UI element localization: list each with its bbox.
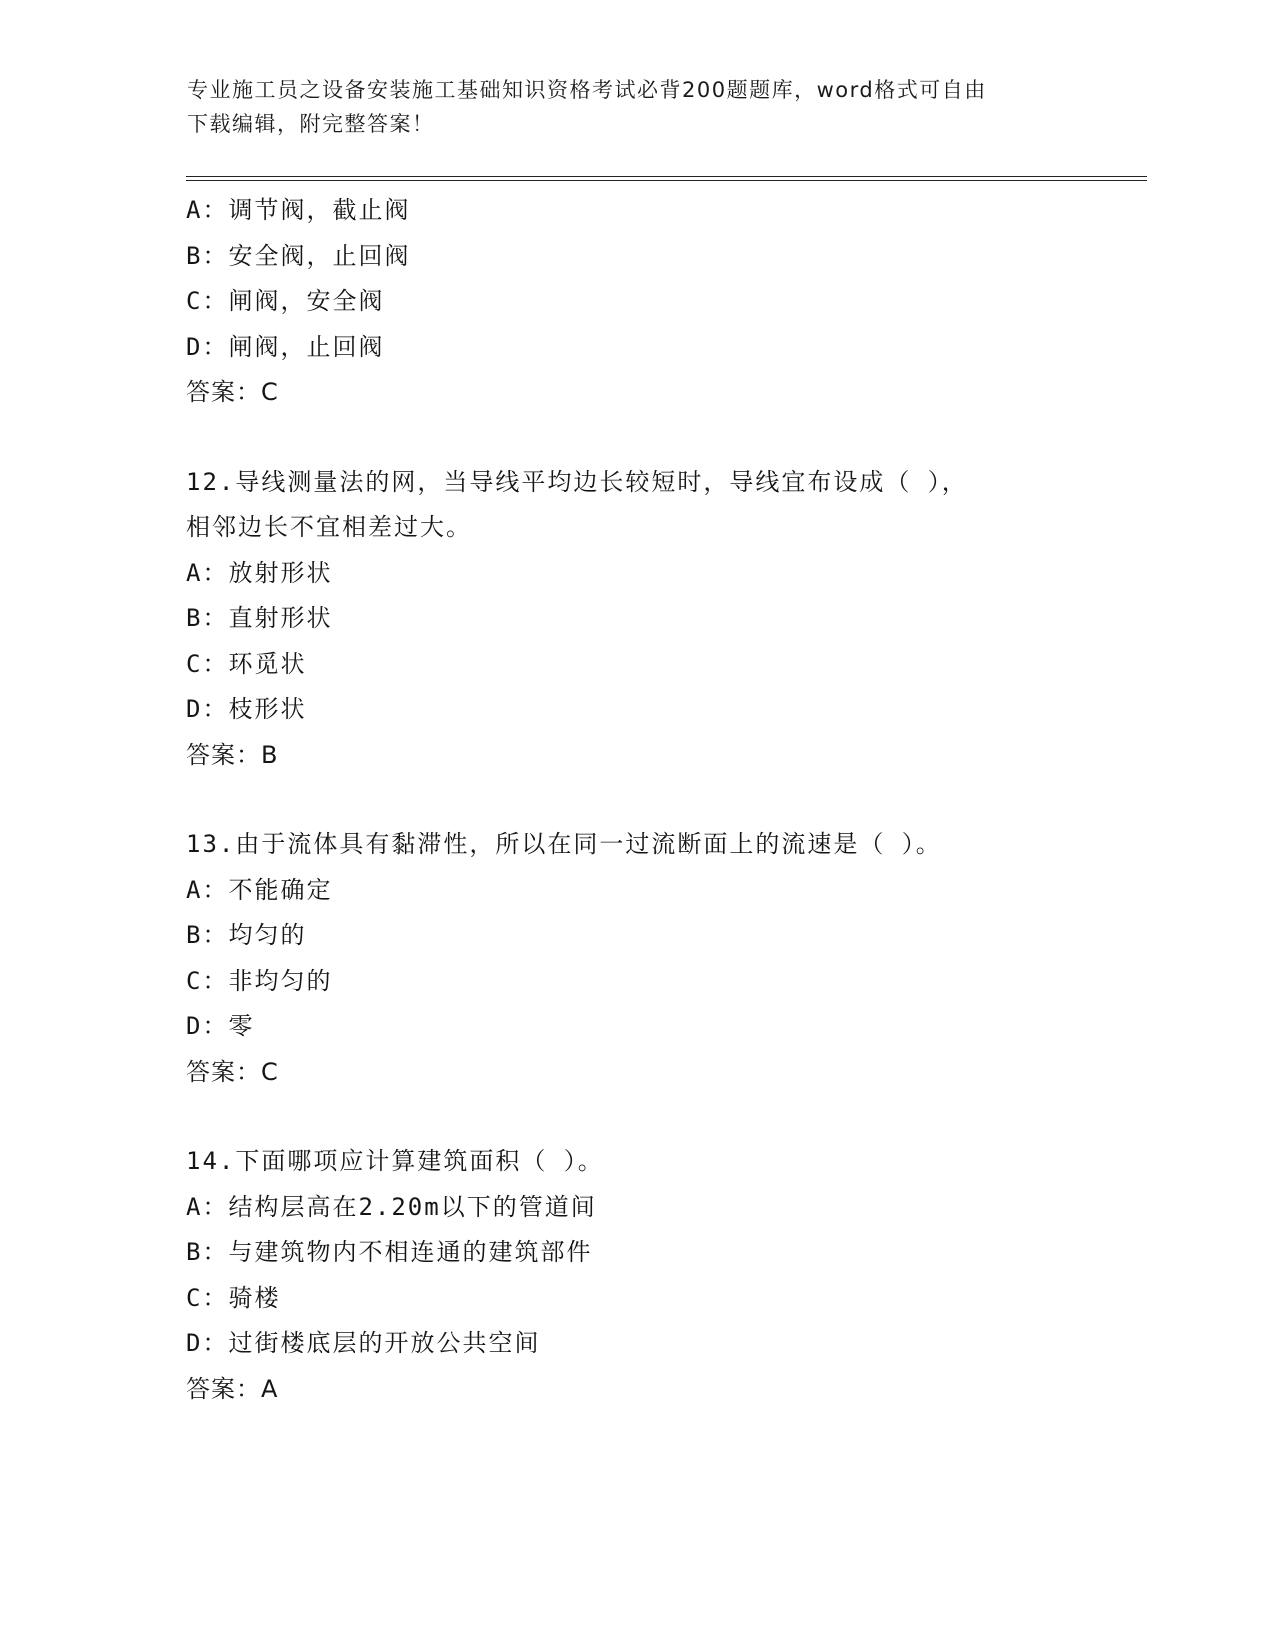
spacer	[186, 778, 1086, 822]
answer: 答案：A	[186, 1374, 279, 1403]
option-b: B：与建筑物内不相连通的建筑部件	[186, 1238, 593, 1266]
option-b: B：均匀的	[186, 921, 307, 949]
option-c: C：环觅状	[186, 649, 307, 678]
header-line-2: 下载编辑，附完整答案！	[187, 112, 435, 136]
header-divider	[186, 176, 1147, 181]
option-d: D：零	[186, 1012, 255, 1040]
option-a: A：调节阀，截止阀	[186, 196, 411, 224]
option-a: A：放射形状	[186, 558, 333, 587]
answer: 答案：B	[186, 740, 279, 769]
question-14	[186, 1139, 1086, 1412]
option-b: B：安全阀，止回阀	[186, 241, 411, 270]
option-d: D：过街楼底层的开放公共空间	[186, 1329, 541, 1357]
option-c: C：骑楼	[186, 1283, 281, 1312]
header-line-1: 专业施工员之设备安装施工基础知识资格考试必背200题题库，word格式可自由	[187, 78, 987, 102]
question-stem: 14.下面哪项应计算建筑面积（ ）。	[186, 1147, 604, 1175]
question-stem: 13.由于流体具有黏滞性，所以在同一过流断面上的流速是（ ）。	[186, 830, 942, 858]
option-b: B：直射形状	[186, 604, 333, 632]
answer: 答案：C	[186, 378, 279, 406]
answer: 答案：C	[186, 1057, 279, 1086]
question-stem: 12.导线测量法的网，当导线平均边长较短时，导线宜布设成（ ），	[186, 467, 968, 496]
option-c: C：非均匀的	[186, 966, 333, 995]
question-13	[186, 822, 1086, 1095]
question-11	[186, 188, 1086, 416]
spacer	[186, 1095, 1086, 1139]
option-a: A：结构层高在2.20m以下的管道间	[186, 1192, 597, 1221]
option-c: C：闸阀，安全阀	[186, 287, 385, 315]
option-d: D：枝形状	[186, 695, 307, 723]
question-list	[186, 188, 1086, 1412]
option-a: A：不能确定	[186, 875, 333, 904]
document-header	[187, 73, 1067, 141]
question-12	[186, 460, 1086, 779]
spacer	[186, 416, 1086, 460]
question-stem-continued: 相邻边长不宜相差过大。	[186, 513, 472, 541]
option-d: D：闸阀，止回阀	[186, 332, 385, 361]
